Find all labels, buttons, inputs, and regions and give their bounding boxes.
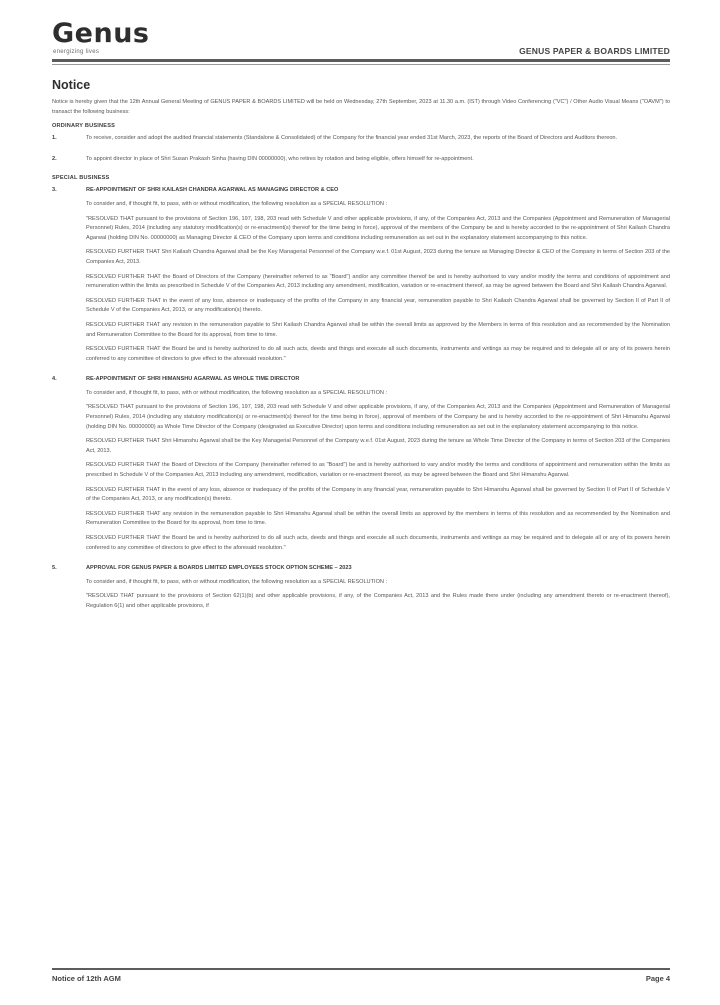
item-title: RE-APPOINTMENT OF SHRI KAILASH CHANDRA AGARWAL AS MANAGING DIRECTOR & CEO	[86, 187, 339, 194]
resolution-paragraph: "RESOLVED THAT pursuant to the provisions of Section 62(1)(b) and other applicable provisions, if any, of the Companies Act, 2013 and the Rules made there under (including any amendment thereto or re-enactment thereof), Regulation 6(1) and other applicable provisions, if	[86, 593, 670, 609]
page-number: Page 4	[645, 974, 670, 983]
resolution-paragraph: RESOLVED FURTHER THAT in the event of any loss, absence or inadequacy of the profits of the Company in any financial year, remuneration payable to Shri Kailash Chandra Agarwal shall be governed by Section II of Part II of Schedule V of the Companies Act, 2013, or any modification(s) thereto.	[86, 297, 670, 314]
logo-tagline: energizing lives	[53, 49, 100, 55]
resolution-paragraph: "RESOLVED THAT pursuant to the provisions of Section 196, 197, 198, 203 read with Schedule V and other applicable provisions, if any, of the Companies Act, 2013 and the Companies (Appointment and Remuneration of Managerial Personnel) Rules, 2014 (including any statutory modification(s) or re-enactment(s) thereof for the time being in force), approval of the members of the Company be and is hereby accorded to the re-appointment of Shri Kailash Chandra Agarwal (holding DIN No. 00000000) as Managing Director & CEO of the Company upon terms and conditions including remuneration as set out in the explanatory statement accompanying to this notice.	[86, 215, 670, 241]
page-title: Notice	[52, 78, 91, 92]
item-number: 5.	[52, 565, 57, 572]
genus-logo: Genus	[52, 18, 150, 49]
notice-content	[52, 78, 670, 623]
special-business-list	[52, 186, 670, 616]
page-header	[52, 18, 670, 68]
item-text: To receive, consider and adopt the audited financial statements (Standalone & Consolidated) of the Company for the financial year ended 31st March, 2023, the reports of the Board of Directors and Auditors thereon.	[86, 135, 618, 142]
resolution-paragraph: RESOLVED FURTHER THAT Shri Kailash Chandra Agarwal shall be the Key Managerial Personnel of the Company w.e.f. 01st August, 2023 during the tenure as Managing Director & CEO of the Company in terms of Section 203 of the Companies Act, 2013.	[86, 249, 670, 265]
footer-notice-label: Notice of 12th AGM	[52, 974, 121, 983]
resolution-paragraph: To consider and, if thought fit, to pass, with or without modification, the following resolution as a SPECIAL RESOLUTION :	[86, 389, 388, 396]
header-rule-thin	[52, 64, 670, 65]
ordinary-item	[52, 134, 670, 149]
special-business-heading: SPECIAL BUSINESS	[52, 175, 110, 182]
item-title: APPROVAL FOR GENUS PAPER & BOARDS LIMITED EMPLOYEES STOCK OPTION SCHEME – 2023	[86, 565, 352, 572]
company-name: GENUS PAPER & BOARDS LIMITED	[519, 46, 670, 56]
header-rule	[52, 59, 670, 62]
resolution-paragraph: RESOLVED FURTHER THAT the Board of Directors of the Company (hereinafter referred to as "Board") be and is hereby authorised to vary and/or modify the terms and conditions of appointment and remuneration within the limits as prescribed in Schedule V of the Companies Act, 2013 including any amendment, modification, variation or re-enactment thereof, as may be agreed between the Board and Shri Himanshu Agarwal.	[86, 462, 670, 479]
resolution-paragraph: RESOLVED FURTHER THAT the Board of Directors of the Company (hereinafter referred to as "Board") and/or any committee thereof be and is hereby authorised to vary and/or modify the terms and conditions of appointment and remuneration within the limits as prescribed in Schedule V of the Companies Act, 2013 including any amendment, modification, variation or re-enactment thereof, as may be agreed between the Board and Shri Kailash Chandra Agarwal.	[86, 273, 670, 290]
footer-rule	[52, 968, 670, 970]
ordinary-business-heading: ORDINARY BUSINESS	[52, 123, 116, 130]
special-item	[52, 375, 670, 558]
item-number: 1.	[52, 135, 57, 142]
resolution-paragraph: RESOLVED FURTHER THAT the Board be and is hereby authorized to do all such acts, deeds and things and execute all such documents, instruments and writings as may be required and to delegate all or any of its powers herein conferred to any committee of directors to give effect to the aforesaid resolution."	[86, 346, 670, 362]
item-number: 4.	[52, 376, 57, 383]
ordinary-business-list	[52, 134, 670, 169]
special-item	[52, 186, 670, 369]
special-item	[52, 564, 670, 616]
ordinary-item	[52, 155, 670, 170]
item-body	[86, 564, 670, 616]
item-body	[86, 186, 670, 369]
resolution-paragraph: RESOLVED FURTHER THAT any revision in the remuneration payable to Shri Kailash Chandra Agarwal shall be within the overall limits as approved by the Members in terms of this resolution and as recommended by the Nomination and Remuneration Committee to the Board for its approval, from time to time.	[86, 321, 670, 338]
item-number: 2.	[52, 155, 57, 162]
resolution-paragraph: To consider and, if thought fit, to pass, with or without modification, the following resolution as a SPECIAL RESOLUTION :	[86, 200, 388, 207]
resolution-paragraph: To consider and, if thought fit, to pass, with or without modification, the following resolution as a SPECIAL RESOLUTION :	[86, 578, 388, 585]
resolution-paragraph: RESOLVED FURTHER THAT any revision in the remuneration payable to Shri Himanshu Agarwal shall be within the overall limits as approved by the members in terms of this resolution and as recommended by the Nomination and Remuneration Committee to the Board for its approval, from time to time.	[86, 510, 670, 527]
resolution-paragraph: RESOLVED FURTHER THAT the Board be and is hereby authorized to do all such acts, deeds and things and execute all such documents, instruments and writings as may be required and to delegate all or any of its powers herein conferred to any committee of directors to give effect to the aforesaid resolution."	[86, 535, 670, 551]
item-body	[86, 375, 670, 558]
intro-paragraph: Notice is hereby given that the 12th Annual General Meeting of GENUS PAPER & BOARDS LIMITED will be held on Wednesday, 27th September, 2023 at 11.30 a.m. (IST) through Video Conferencing ("VC") / Other Audio Visual Means ("OAVM") to transact the following business:	[52, 99, 670, 115]
resolution-paragraph: "RESOLVED THAT pursuant to the provisions of Section 196, 197, 198, 203 read with Schedule V and other applicable provisions, if any, of the Companies Act, 2013 and the Companies (Appointment and Remuneration of Managerial Personnel) Rules, 2014 (including any statutory modification(s) or re-enactment(s) thereof for the time being in force), approval of members of the Company be and is hereby accorded to the re-appointment of Shri Himanshu Agarwal (holding DIN No. 00000000) as Whole Time Director of the Company (designated as Executive Director) upon terms and conditions including remuneration as set out in the explanatory statement accompanying to this notice.	[86, 404, 670, 430]
item-text: To appoint director in place of Shri Susan Prakash Sinha (having DIN 00000000), who retires by rotation and being eligible, offers himself for re-appointment.	[86, 155, 474, 162]
page-footer	[52, 968, 670, 988]
resolution-paragraph: RESOLVED FURTHER THAT Shri Himanshu Agarwal shall be the Key Managerial Personnel of the Company w.e.f. 01st August, 2023 during the tenure as Whole Time Director of the Company in terms of Section 203 of the Companies Act, 2013.	[86, 438, 670, 454]
resolution-paragraph: RESOLVED FURTHER THAT in the event of any loss, absence or inadequacy of the profits of the Company in any financial year, remuneration payable to Shri Himanshu Agarwal shall be governed by Section II of Part II of Schedule V of the Companies Act, 2013, or any modification(s) thereto.	[86, 486, 670, 503]
item-title: RE-APPOINTMENT OF SHRI HIMANSHU AGARWAL AS WHOLE TIME DIRECTOR	[86, 376, 300, 383]
item-number: 3.	[52, 187, 57, 194]
